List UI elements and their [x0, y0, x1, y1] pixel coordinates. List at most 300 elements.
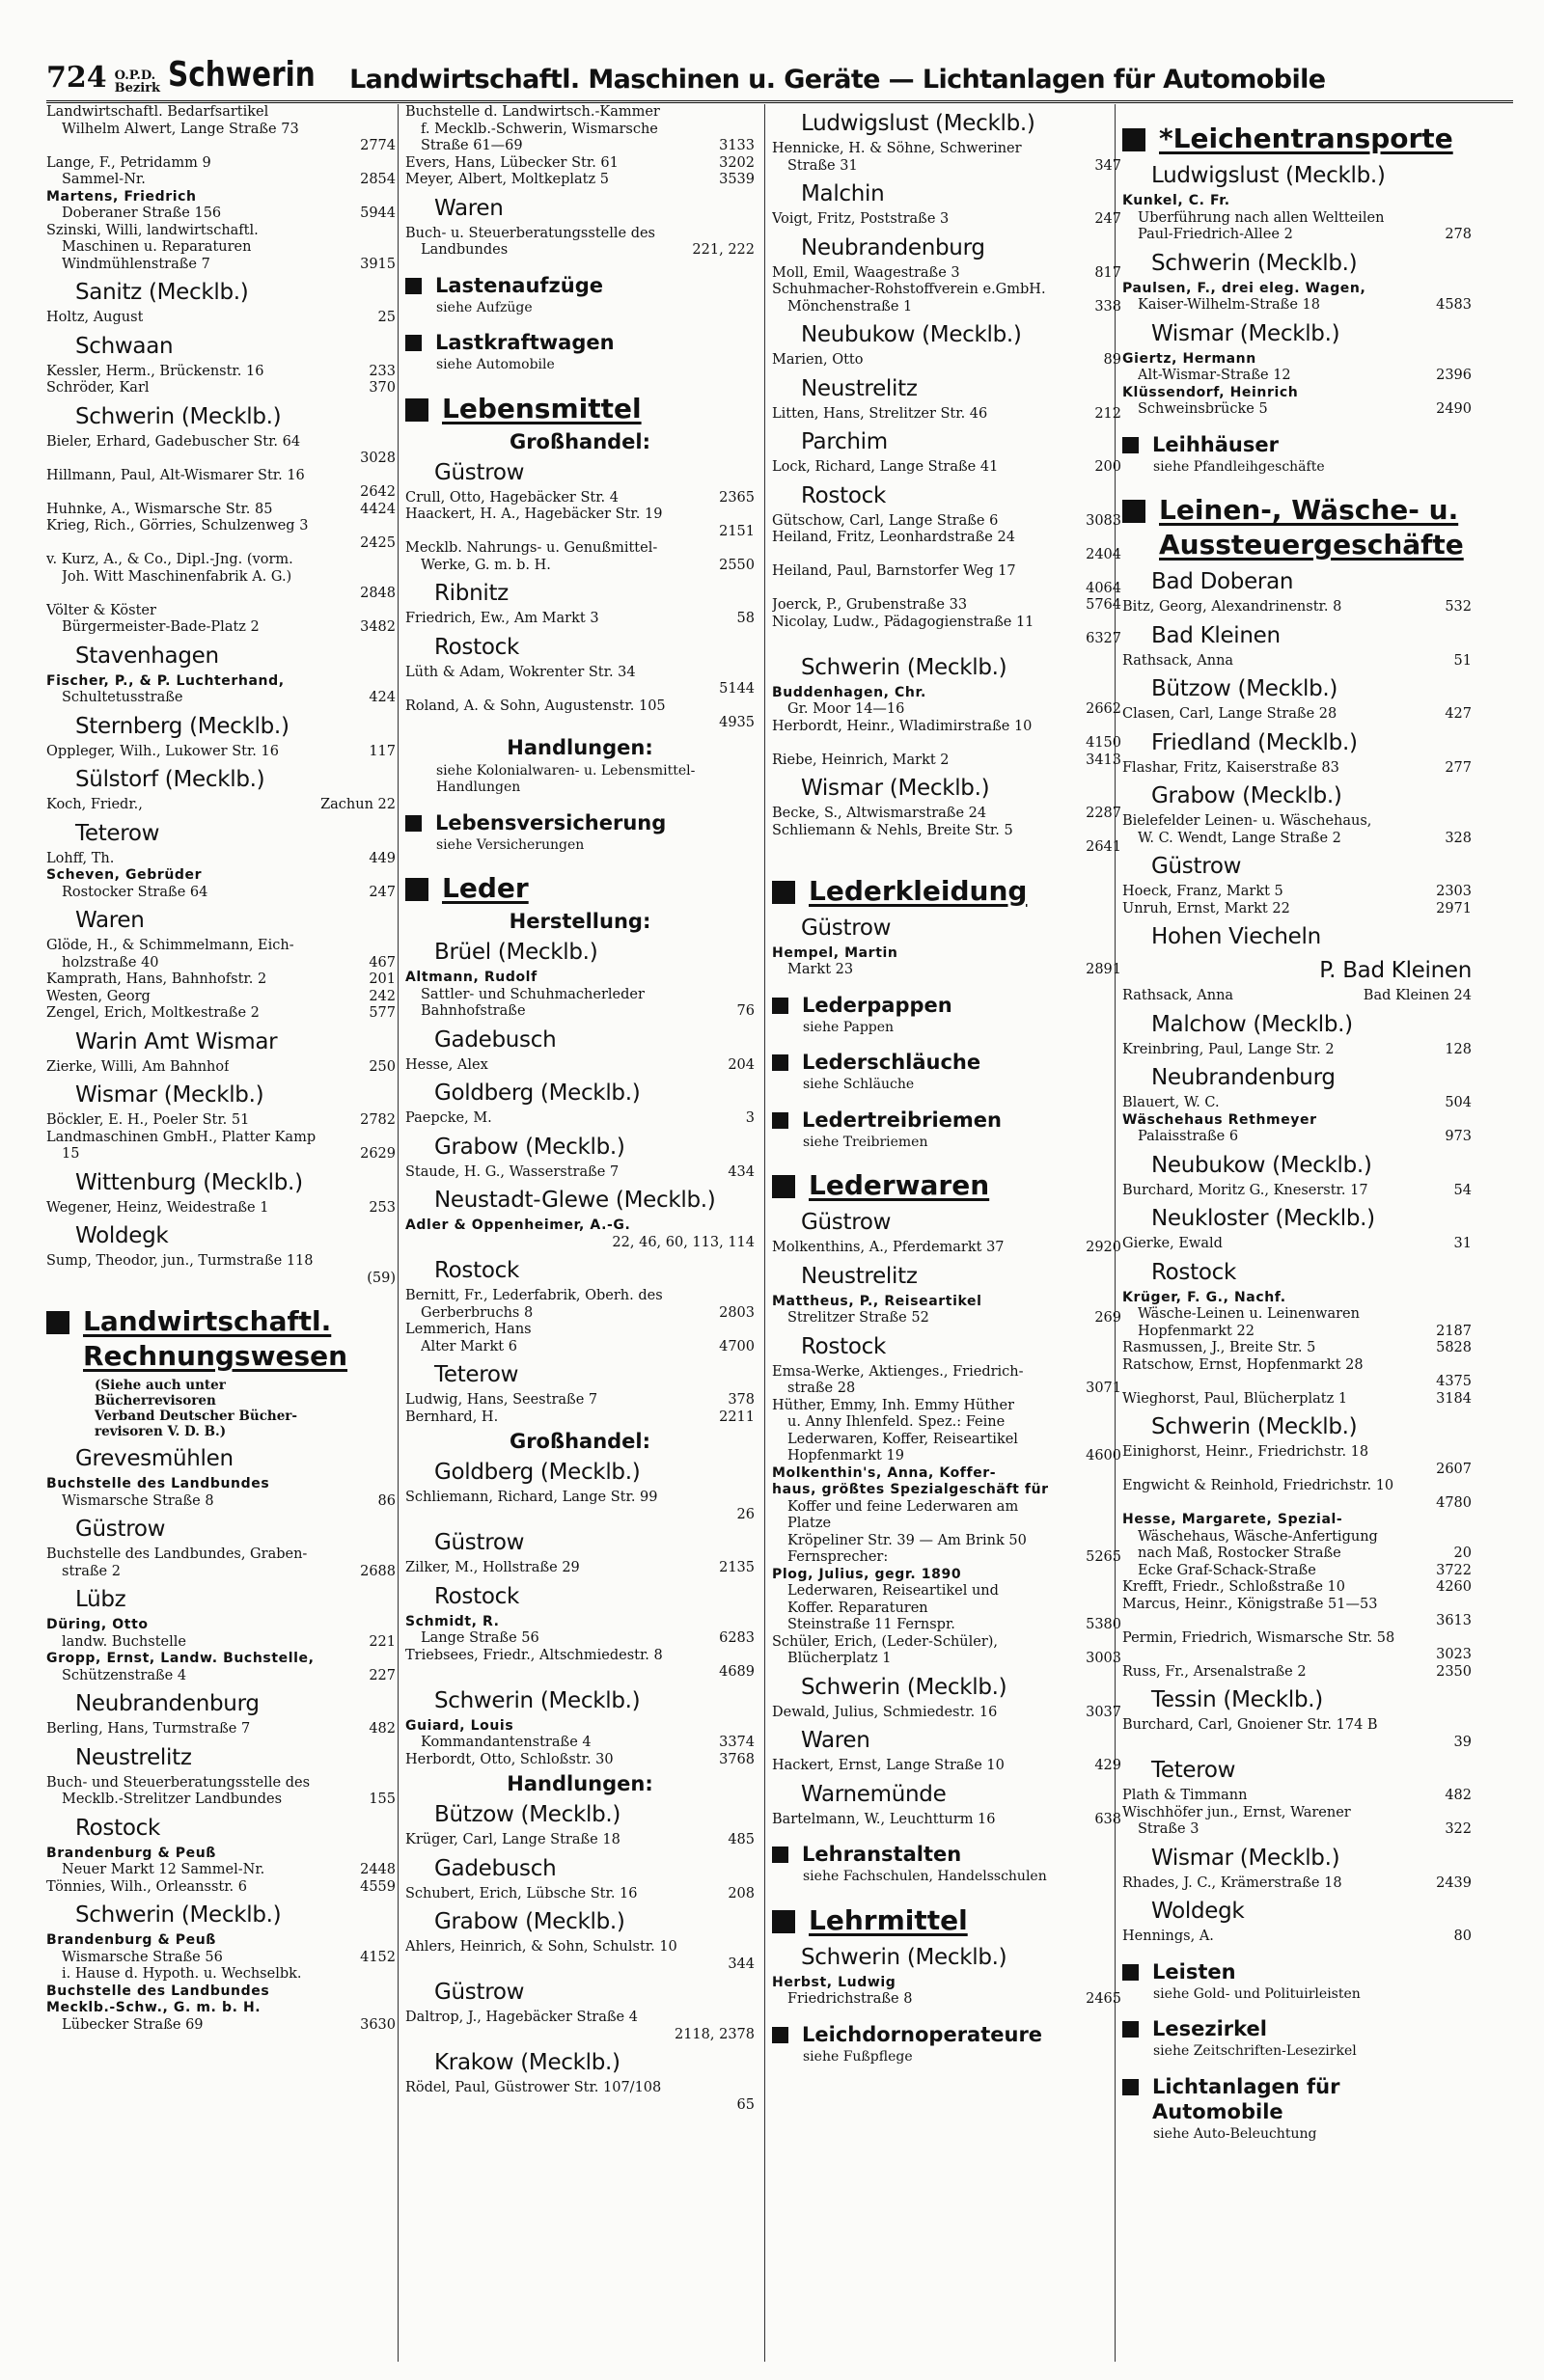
location-heading: Neukloster (Mecklb.) — [1151, 1206, 1375, 1231]
entry-text: v. Kurz, A., & Co., Dipl.-Jng. (vorm. — [46, 552, 293, 567]
entry-text: Bürgermeister-Bade-Platz 2 — [62, 619, 260, 635]
directory-entry — [1122, 1042, 1472, 1059]
phone-number: 347 — [1094, 157, 1121, 174]
entry-text: Herbordt, Otto, Schloßstr. 30 — [405, 1751, 614, 1767]
phone-number: 5828 — [1436, 1340, 1472, 1355]
entry-text: Moll, Emil, Waagestraße 3 — [772, 264, 960, 281]
phone-number: 5144 — [719, 681, 755, 697]
entry-text: Lange Straße 56 — [421, 1630, 539, 1646]
phone-number: 482 — [369, 1721, 396, 1737]
entry-text: Joerck, P., Grubenstraße 33 — [772, 597, 968, 613]
directory-entry — [405, 987, 755, 1004]
location-heading: Schwerin (Mecklb.) — [1151, 1414, 1358, 1439]
bullet-square-icon — [405, 278, 422, 294]
directory-entry — [46, 1253, 396, 1271]
location-heading: Teterow — [434, 1362, 519, 1387]
entry-text: Schröder, Karl — [46, 380, 150, 396]
section-heading-text: Lehranstalten — [802, 1843, 962, 1866]
phone-number: 338 — [1094, 298, 1121, 315]
entry-text: Lederwaren, Koffer, Reiseartikel — [787, 1431, 1018, 1447]
cross-reference: siehe Schläuche — [803, 1077, 915, 1092]
entry-text: Blücherplatz 1 — [787, 1651, 892, 1666]
cross-reference-note: revisoren V. D. B.) — [95, 1424, 227, 1439]
directory-entry — [405, 1735, 755, 1752]
directory-entry — [1122, 901, 1472, 918]
location-heading: Ludwigslust (Mecklb.) — [801, 111, 1035, 136]
directory-entry — [772, 530, 1121, 547]
phone-number: 2803 — [719, 1304, 755, 1321]
phone-number: 2187 — [1436, 1323, 1472, 1339]
entry-text: Kommandantenstraße 4 — [421, 1735, 592, 1750]
phone-number: 328 — [1445, 830, 1472, 846]
column-divider — [398, 104, 399, 2362]
directory-entry — [46, 619, 396, 637]
entry-text: Hopfenmarkt 19 — [787, 1448, 904, 1464]
phone-number: 2848 — [360, 586, 396, 601]
phone-number: 467 — [369, 954, 396, 971]
location-heading: Brüel (Mecklb.) — [434, 940, 598, 965]
bullet-square-icon — [772, 1112, 788, 1129]
cross-reference: siehe Fachschulen, Handelsschulen — [803, 1869, 1047, 1884]
bullet-square-icon — [405, 878, 428, 901]
entry-text: Herbordt, Heinr., Wladimirstraße 10 — [772, 718, 1033, 734]
entry-name: Herbst, Ludwig — [772, 1974, 896, 1990]
location-heading: Sanitz (Mecklb.) — [75, 280, 249, 305]
phone-number: 6327 — [1086, 631, 1121, 646]
phone-number: 4935 — [719, 715, 755, 730]
location-heading: Friedland (Mecklb.) — [1151, 729, 1358, 755]
directory-entry — [1122, 210, 1472, 228]
entry-text: Litten, Hans, Strelitzer Str. 46 — [772, 405, 988, 422]
section-heading-text: *Leichentransporte — [1159, 123, 1453, 154]
entry-text: Völter & Köster — [46, 602, 156, 618]
directory-entry — [1122, 599, 1472, 616]
entry-text: landw. Buchstelle — [62, 1633, 186, 1650]
entry-name: Brandenburg & Peuß — [46, 1932, 216, 1948]
entry-text: Zierke, Willi, Am Bahnhof — [46, 1058, 230, 1075]
entry-text: Windmühlenstraße 7 — [62, 256, 210, 272]
column-1 — [46, 104, 396, 2362]
phone-number: 3539 — [719, 172, 755, 187]
entry-text: Rödel, Paul, Güstrower Str. 107/108 — [405, 2080, 662, 2095]
section-heading-large — [772, 874, 1121, 909]
directory-entry — [772, 459, 1121, 477]
section-heading-large — [405, 871, 755, 906]
location-heading: Rostock — [1151, 1259, 1236, 1285]
directory-entry — [1122, 1478, 1472, 1495]
entry-text: Koch, Friedr., — [46, 797, 143, 812]
phone-number: 2448 — [360, 1862, 396, 1877]
entry-text: i. Hause d. Hypoth. u. Wechselbk. — [62, 1966, 302, 1982]
location-heading: Gadebusch — [434, 1026, 557, 1053]
phone-number: 5265 — [1086, 1549, 1121, 1565]
phone-number: 4150 — [1086, 735, 1121, 751]
phone-number: 2303 — [1436, 884, 1472, 899]
directory-entry — [1122, 1444, 1472, 1462]
entry-text: Heiland, Paul, Barnstorfer Weg 17 — [772, 563, 1016, 579]
directory-entry — [1122, 297, 1472, 315]
phone-number: 277 — [1445, 759, 1472, 776]
location-heading: Neustrelitz — [75, 1744, 192, 1770]
directory-entry — [772, 352, 1121, 369]
location-heading: Wismar (Mecklb.) — [75, 1082, 264, 1108]
directory-entry — [46, 885, 396, 902]
location-heading: Gadebusch — [434, 1855, 557, 1881]
phone-number: 3003 — [1086, 1651, 1121, 1666]
directory-entry — [1122, 1357, 1472, 1375]
entry-text: Engwicht & Reinhold, Friedrichstr. 10 — [1122, 1478, 1394, 1493]
location-heading: Güstrow — [801, 915, 892, 941]
location-heading: Neubukow (Mecklb.) — [801, 322, 1022, 347]
phone-number: 2920 — [1086, 1240, 1121, 1255]
directory-entry — [46, 1966, 396, 1983]
location-heading: Goldberg (Mecklb.) — [434, 1460, 641, 1485]
phone-number: 2135 — [719, 1560, 755, 1575]
phone-number: 3037 — [1086, 1704, 1121, 1720]
entry-text: Koffer. Reparaturen — [787, 1600, 928, 1616]
opd-label: O.P.D. — [114, 68, 156, 83]
entry-text: Hoeck, Franz, Markt 5 — [1122, 884, 1283, 899]
bullet-square-icon — [405, 398, 428, 422]
directory-entry — [405, 2080, 755, 2097]
phone-number: 2550 — [719, 557, 755, 573]
location-heading: Wismar (Mecklb.) — [1151, 320, 1340, 346]
phone-number: 51 — [1453, 652, 1472, 669]
phone-number: 2439 — [1436, 1874, 1472, 1891]
entry-name: Brandenburg & Peuß — [46, 1845, 216, 1861]
location-heading: Hohen Viecheln — [1151, 924, 1321, 949]
cross-reference-note: Bücherrevisoren — [95, 1393, 216, 1409]
phone-number: (59) — [367, 1270, 396, 1286]
section-heading-text: Landwirtschaftl. Rechnungswesen — [83, 1305, 348, 1372]
section-heading-text: Lederschläuche — [802, 1051, 981, 1074]
entry-text: Landwirtschaftl. Bedarfsartikel — [46, 104, 269, 120]
entry-name: Hesse, Margarete, Spezial- — [1122, 1512, 1343, 1527]
phone-number: 2211 — [719, 1409, 755, 1425]
location-heading: Wismar (Mecklb.) — [801, 776, 990, 801]
directory-entry — [1122, 1664, 1472, 1682]
entry-name: Buddenhagen, Chr. — [772, 684, 926, 700]
directory-entry — [46, 434, 396, 451]
directory-entry — [405, 506, 755, 524]
directory-entry — [405, 558, 755, 575]
phone-number: 39 — [1453, 1734, 1472, 1750]
directory-entry — [1122, 884, 1472, 901]
entry-text: Hopfenmarkt 22 — [1138, 1323, 1254, 1339]
entry-text: Wismarsche Straße 8 — [62, 1492, 214, 1509]
entry-text: Becke, S., Altwismarstraße 24 — [772, 806, 987, 821]
phone-number: 2629 — [360, 1146, 396, 1162]
cross-reference: siehe Pappen — [803, 1019, 895, 1035]
page-subject: Landwirtschaftl. Maschinen u. Geräte — Lichtanlagen für Automobile — [349, 65, 1326, 95]
entry-text: Kaiser-Wilhelm-Straße 18 — [1138, 297, 1320, 313]
directory-entry — [772, 1310, 1121, 1327]
bullet-square-icon — [772, 1910, 795, 1933]
phone-number: 3028 — [360, 451, 396, 466]
phone-number: 247 — [1094, 211, 1121, 227]
entry-name: Buchstelle des Landbundes — [46, 1476, 270, 1491]
location-heading: Wittenburg (Mecklb.) — [75, 1169, 303, 1195]
entry-text: Wegener, Heinz, Weidestraße 1 — [46, 1199, 269, 1216]
section-heading — [772, 1050, 1121, 1075]
phone-number: 2662 — [1086, 701, 1121, 717]
location-heading: Teterow — [75, 820, 160, 846]
entry-text: Doberaner Straße 156 — [62, 205, 222, 221]
entry-text: Flashar, Fritz, Kaiserstraße 83 — [1122, 759, 1339, 776]
phone-number: 424 — [369, 690, 396, 705]
directory-entry — [1122, 1546, 1472, 1563]
directory-entry — [405, 1939, 755, 1956]
phone-number: 128 — [1445, 1041, 1472, 1057]
location-heading: Bützow (Mecklb.) — [1151, 676, 1338, 701]
entry-name: Guiard, Louis — [405, 1717, 514, 1734]
directory-entry — [46, 690, 396, 707]
entry-text: Sattler- und Schuhmacherleder — [421, 986, 645, 1002]
entry-text: Ahlers, Heinrich, & Sohn, Schulstr. 10 — [405, 1939, 677, 1955]
entry-text: Paepcke, M. — [405, 1110, 492, 1126]
entry-text: Marien, Otto — [772, 352, 864, 368]
entry-text: Hesse, Alex — [405, 1056, 488, 1073]
location-heading: Güstrow — [434, 1980, 525, 2005]
page-number: 724 — [46, 61, 107, 95]
directory-entry — [772, 823, 1121, 840]
directory-entry — [405, 1288, 755, 1305]
entry-text: Schüler, Erich, (Leder-Schüler), — [772, 1633, 999, 1650]
entry-text: Schultetusstraße — [62, 690, 183, 705]
phone-number: 3184 — [1436, 1390, 1472, 1407]
entry-text: Fernsprecher: — [787, 1549, 889, 1565]
entry-text: Lübecker Straße 69 — [62, 2016, 204, 2033]
directory-entry — [772, 806, 1121, 823]
entry-text: W. C. Wendt, Lange Straße 2 — [1138, 830, 1341, 846]
phone-number: 4064 — [1086, 580, 1121, 596]
phone-number: 242 — [369, 988, 396, 1004]
phone-number: 3482 — [360, 619, 396, 635]
entry-text: Alter Markt 6 — [421, 1338, 517, 1354]
directory-entry — [405, 540, 755, 558]
entry-name: Düring, Otto — [46, 1617, 149, 1632]
bullet-square-icon — [405, 335, 422, 351]
directory-entry — [405, 1322, 755, 1339]
entry-text: Sump, Theodor, jun., Turmstraße 118 — [46, 1253, 314, 1269]
entry-text: Unruh, Ernst, Markt 22 — [1122, 900, 1290, 916]
location-heading: Waren — [75, 908, 145, 933]
section-heading-large — [405, 392, 755, 426]
directory-entry — [46, 1059, 396, 1077]
phone-number: 80 — [1453, 1929, 1472, 1944]
phone-number: 3083 — [1086, 512, 1121, 529]
directory-entry — [1122, 1129, 1472, 1146]
cross-reference: siehe Aufzüge — [436, 299, 533, 315]
directory-entry — [46, 122, 396, 139]
section-heading — [1122, 2074, 1472, 2124]
directory-entry — [405, 122, 755, 139]
entry-text: Blauert, W. C. — [1122, 1095, 1220, 1110]
directory-entry — [405, 1110, 755, 1128]
entry-text: Wäschehaus, Wäsche-Anfertigung — [1138, 1528, 1378, 1545]
phone-number: 269 — [1094, 1310, 1121, 1326]
directory-entry — [46, 552, 396, 569]
phone-number: 201 — [369, 971, 396, 987]
location-heading: Güstrow — [1151, 854, 1242, 879]
entry-text: Lüth & Adam, Wokrenter Str. 34 — [405, 664, 636, 680]
entry-name: Plog, Julius, gegr. 1890 — [772, 1566, 962, 1582]
location-heading: Güstrow — [434, 459, 525, 485]
directory-entry — [405, 1392, 755, 1409]
location-heading: Woldegk — [1151, 1899, 1245, 1924]
column-4 — [1122, 104, 1472, 2362]
directory-entry — [46, 1005, 396, 1023]
phone-number: 2118, 2378 — [674, 2026, 755, 2042]
entry-name: Molkenthin's, Anna, Koffer- — [772, 1464, 997, 1481]
directory-entry — [46, 502, 396, 519]
directory-entry — [1122, 1929, 1472, 1946]
entry-text: Rathsack, Anna — [1122, 652, 1234, 669]
directory-entry — [46, 938, 396, 955]
directory-entry — [772, 265, 1121, 283]
entry-text: Bahnhofstraße — [421, 1003, 526, 1019]
phone-number: 2151 — [719, 523, 755, 539]
phone-number: 504 — [1445, 1095, 1472, 1110]
entry-text: Berling, Hans, Turmstraße 7 — [46, 1721, 251, 1737]
location-heading: Grabow (Mecklb.) — [434, 1909, 625, 1934]
directory-entry — [46, 1879, 396, 1897]
phone-number: 5944 — [360, 205, 396, 221]
entry-text: Lemmerich, Hans — [405, 1322, 532, 1337]
subheading: Großhandel: — [509, 1430, 651, 1453]
phone-number: 253 — [369, 1199, 396, 1216]
entry-text: Zilker, M., Hollstraße 29 — [405, 1560, 580, 1575]
directory-entry — [405, 1490, 755, 1507]
directory-entry — [405, 104, 755, 122]
phone-number: 2425 — [360, 534, 396, 551]
directory-entry — [46, 518, 396, 535]
section-heading-text: Leder — [442, 872, 529, 904]
directory-entry — [46, 172, 396, 189]
location-heading: Neustrelitz — [801, 1263, 918, 1289]
entry-name: Scheven, Gebrüder — [46, 867, 203, 883]
directory-entry — [405, 1305, 755, 1323]
subheading: Herstellung: — [509, 910, 651, 933]
phone-number: 577 — [369, 1005, 396, 1021]
entry-text: Krüger, Carl, Lange Straße 18 — [405, 1832, 620, 1847]
directory-entry — [405, 1832, 755, 1849]
directory-entry — [772, 563, 1121, 581]
location-heading: Grabow (Mecklb.) — [1151, 783, 1342, 808]
phone-number: 482 — [1445, 1788, 1472, 1803]
phone-number: 3722 — [1436, 1562, 1472, 1578]
location-heading: Teterow — [1151, 1758, 1236, 1783]
section-heading-text: Leichdornoperateure — [802, 2022, 1043, 2046]
directory-entry — [772, 1991, 1121, 2009]
directory-entry — [405, 665, 755, 682]
entry-text: Schliemann, Richard, Lange Str. 99 — [405, 1490, 658, 1505]
bullet-square-icon — [772, 881, 795, 904]
location-heading: Schwaan — [75, 333, 174, 359]
phone-number: 212 — [1094, 405, 1121, 422]
entry-text: Huhnke, A., Wismarsche Str. 85 — [46, 501, 273, 517]
directory-entry — [772, 1651, 1121, 1668]
bullet-square-icon — [772, 2027, 788, 2043]
location-heading: Bad Doberan — [1151, 569, 1294, 594]
directory-entry — [46, 989, 396, 1006]
subheading: Handlungen: — [507, 735, 653, 759]
entry-text: Clasen, Carl, Lange Straße 28 — [1122, 706, 1337, 722]
location-heading: Woldegk — [75, 1223, 169, 1248]
phone-number: 638 — [1094, 1811, 1121, 1827]
phone-number: 4260 — [1436, 1579, 1472, 1595]
entry-text: Voigt, Fritz, Poststraße 3 — [772, 211, 950, 227]
city-title: Schwerin — [168, 55, 316, 95]
entry-text: Dewald, Julius, Schmiedestr. 16 — [772, 1704, 998, 1720]
location-heading: Rostock — [434, 1583, 519, 1609]
section-heading-text: Ledertreibriemen — [802, 1108, 1002, 1132]
section-heading-text: Lastenaufzüge — [435, 273, 603, 297]
phone-number: 429 — [1094, 1758, 1121, 1773]
directory-entry — [405, 172, 755, 189]
location-heading: Waren — [434, 195, 504, 221]
entry-text: Glöde, H., & Schimmelmann, Eich- — [46, 938, 294, 953]
phone-number: 2891 — [1086, 962, 1121, 977]
directory-entry — [46, 223, 396, 240]
entry-text: Oppleger, Wilh., Lukower Str. 16 — [46, 743, 279, 759]
location-heading: Sülstorf (Mecklb.) — [75, 767, 265, 792]
entry-text: Koffer und feine Lederwaren am — [787, 1498, 1019, 1515]
entry-text: Schützenstraße 4 — [62, 1667, 187, 1683]
location-heading: Grevesmühlen — [75, 1446, 234, 1471]
cross-reference-note: (Siehe auch unter — [95, 1378, 226, 1393]
directory-entry — [772, 1240, 1121, 1257]
location-heading: Güstrow — [801, 1210, 892, 1235]
entry-text: Riebe, Heinrich, Markt 2 — [772, 752, 950, 768]
directory-entry — [46, 104, 396, 122]
entry-name: Kunkel, C. Fr. — [1122, 193, 1230, 208]
entry-text: Rhades, J. C., Krämerstraße 18 — [1122, 1874, 1342, 1891]
directory-entry — [46, 1634, 396, 1652]
section-heading — [772, 2022, 1121, 2047]
directory-entry — [405, 226, 755, 243]
directory-entry — [1122, 760, 1472, 778]
directory-entry — [1122, 1183, 1472, 1200]
directory-entry — [772, 962, 1121, 979]
directory-entry — [46, 797, 396, 814]
location-heading: Güstrow — [75, 1517, 166, 1542]
section-heading — [772, 1842, 1121, 1867]
cross-reference: siehe Auto-Beleuchtung — [1153, 2125, 1317, 2142]
phone-number: 427 — [1445, 706, 1472, 722]
directory-entry — [46, 310, 396, 327]
entry-text: Nicolay, Ludw., Pädagogienstraße 11 — [772, 614, 1034, 630]
location-heading: Parchim — [801, 429, 888, 454]
directory-entry — [772, 1617, 1121, 1634]
location-heading: Neubrandenburg — [75, 1691, 260, 1716]
directory-entry — [1122, 1821, 1472, 1839]
cross-reference: siehe Kolonialwaren- u. Lebensmittel- — [436, 762, 696, 779]
page-header — [46, 41, 1513, 103]
entry-text: Steinstraße 11 Fernspr. — [787, 1617, 955, 1632]
directory-entry — [772, 1583, 1121, 1600]
phone-number: 2365 — [719, 489, 755, 506]
phone-number: 4700 — [719, 1338, 755, 1354]
directory-entry — [46, 1146, 396, 1163]
entry-text: nach Maß, Rostocker Straße — [1138, 1546, 1341, 1561]
entry-text: Bieler, Erhard, Gadebuscher Str. 64 — [46, 433, 301, 450]
phone-number: 65 — [736, 2096, 755, 2113]
location-heading: Schwerin (Mecklb.) — [1151, 250, 1358, 276]
entry-text: Schubert, Erich, Lübsche Str. 16 — [405, 1885, 638, 1901]
section-heading — [405, 810, 755, 835]
phone-number: 89 — [1103, 352, 1121, 368]
